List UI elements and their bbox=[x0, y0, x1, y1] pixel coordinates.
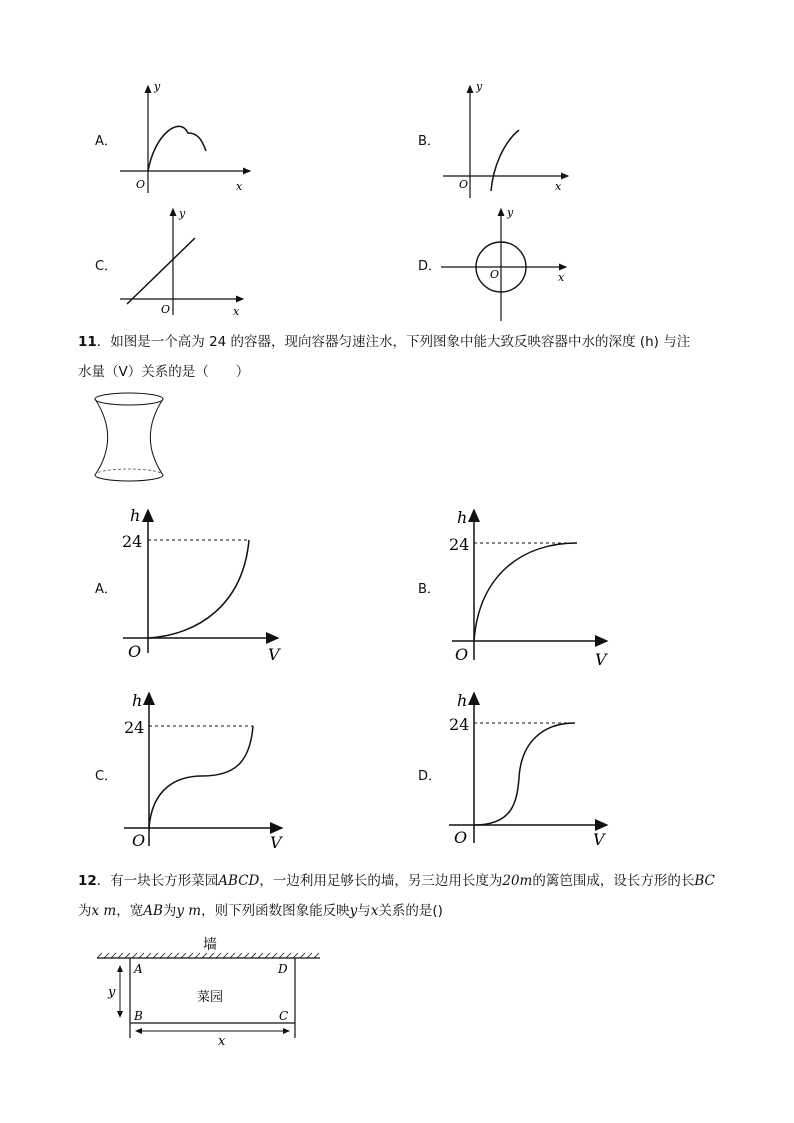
q10-graph-c bbox=[115, 203, 265, 318]
v-label: V bbox=[595, 650, 607, 669]
wall-label: 墙 bbox=[203, 937, 217, 953]
h-label: h bbox=[457, 691, 468, 710]
q10-graph-b bbox=[433, 78, 583, 198]
q12-math: y bbox=[349, 903, 358, 919]
q12-text: 关系的是() bbox=[378, 903, 443, 919]
q12-stem bbox=[78, 866, 778, 926]
q11-graph-d bbox=[447, 688, 627, 853]
origin-label: O bbox=[136, 178, 146, 191]
h-label: h bbox=[457, 508, 468, 527]
x-axis-label: x bbox=[233, 305, 240, 318]
curve bbox=[148, 540, 249, 638]
container-figure bbox=[90, 390, 180, 490]
q12-text: ，宽 bbox=[116, 903, 144, 919]
q11-graph-c bbox=[122, 688, 302, 853]
garden-figure bbox=[92, 933, 332, 1048]
option-label: D． bbox=[418, 769, 442, 784]
x-axis-label: x bbox=[555, 180, 562, 193]
vertex-a: A bbox=[134, 962, 143, 976]
option-label: D． bbox=[418, 259, 442, 274]
origin-label: O bbox=[459, 178, 469, 191]
x-axis-label: x bbox=[558, 271, 565, 284]
y-axis-label: y bbox=[476, 80, 483, 93]
q12-math: x bbox=[370, 903, 379, 919]
y-axis-label: y bbox=[179, 207, 186, 220]
level-label: 24 bbox=[449, 715, 470, 734]
h-label: h bbox=[130, 506, 141, 525]
level-label: 24 bbox=[449, 535, 470, 554]
q11-graph-b bbox=[447, 505, 627, 670]
q12-text: ，一边利用足够长的墙，另三边用长度为 bbox=[259, 873, 503, 889]
q12-text: 为 bbox=[78, 903, 92, 919]
v-label: V bbox=[270, 833, 282, 852]
option-label: A． bbox=[95, 582, 117, 597]
q12-text: ，则下列函数图象能反映 bbox=[201, 903, 350, 919]
x-axis-label: x bbox=[236, 180, 243, 193]
h-label: h bbox=[132, 691, 143, 710]
q11-text-line1: ．如图是一个高为 24 的容器，现向容器匀速注水，下列图象中能大致反映容器中水的深度 (h) 与注 bbox=[96, 334, 691, 350]
q11-stem bbox=[78, 327, 758, 387]
curve bbox=[491, 130, 519, 191]
q12-text: 为 bbox=[162, 903, 177, 919]
origin-label: O bbox=[490, 268, 500, 281]
x-label: x bbox=[218, 1034, 226, 1049]
option-label: B． bbox=[418, 582, 440, 597]
level-label: 24 bbox=[124, 718, 145, 737]
q12-text: ．有一块长方形菜园 bbox=[96, 873, 219, 889]
line bbox=[127, 238, 195, 304]
wall-hatching bbox=[97, 953, 319, 958]
q10-graph-a bbox=[110, 78, 260, 198]
curve bbox=[148, 126, 206, 171]
option-label: B． bbox=[418, 134, 440, 149]
y-axis-label: y bbox=[507, 206, 514, 219]
origin-label: O bbox=[128, 642, 142, 661]
y-label: y bbox=[108, 985, 116, 1000]
curve bbox=[474, 543, 577, 641]
vertex-d: D bbox=[278, 962, 288, 976]
option-label: C． bbox=[95, 769, 118, 784]
q12-math: BC bbox=[694, 873, 715, 889]
option-label: C． bbox=[95, 259, 118, 274]
level-label: 24 bbox=[122, 532, 143, 551]
q11-graph-a bbox=[118, 505, 298, 665]
question-number: 12 bbox=[78, 873, 97, 889]
v-label: V bbox=[268, 645, 280, 664]
v-label: V bbox=[593, 830, 605, 849]
q10-graph-d bbox=[436, 203, 586, 318]
y-axis-label: y bbox=[154, 80, 161, 93]
q12-math: 20m bbox=[502, 873, 533, 889]
q12-text: 与 bbox=[357, 903, 371, 919]
origin-label: O bbox=[161, 303, 171, 316]
q12-math: AB bbox=[143, 903, 163, 919]
garden-label: 菜园 bbox=[196, 990, 224, 1005]
origin-label: O bbox=[454, 828, 468, 847]
q12-math: x m bbox=[91, 903, 117, 919]
q12-math: y m bbox=[176, 903, 202, 919]
question-number: 11 bbox=[78, 334, 97, 350]
curve bbox=[149, 726, 253, 828]
origin-label: O bbox=[455, 645, 469, 664]
q12-math: ABCD bbox=[218, 873, 260, 889]
curve bbox=[474, 723, 575, 825]
vertex-c: C bbox=[279, 1009, 289, 1023]
vertex-b: B bbox=[134, 1009, 143, 1023]
origin-label: O bbox=[132, 831, 146, 850]
option-label: A． bbox=[95, 134, 117, 149]
q11-text-line2: 水量（V）关系的是（ ） bbox=[78, 364, 250, 380]
q12-text: 的篱笆围成，设长方形的长 bbox=[532, 873, 695, 889]
